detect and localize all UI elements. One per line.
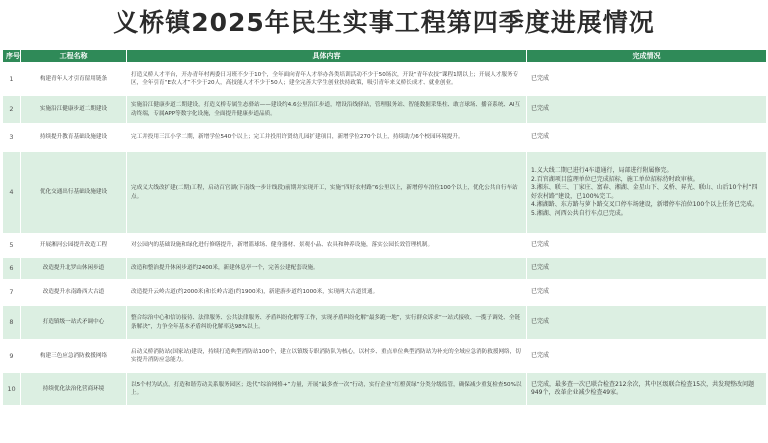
project-name: 构建青年人才引育留用链条 — [21, 63, 127, 96]
row-index: 6 — [3, 258, 21, 280]
table-row — [3, 234, 767, 258]
project-content: 对公园内的基础设施和绿化进行修缮提升，新增篮球场、健身器材、景观小品、农具和种养设施，落实公园长效管理机制。 — [127, 234, 527, 258]
header-index: 序号 — [3, 50, 21, 63]
project-content: 启动义桥消防站(国家站)建设，持续打造典型消防站100个，建立以镇级专职消防队为核心，以村乡、重点单位典型消防站为补充的全域应急消防救援网络，切实提升消防应急能力。 — [127, 340, 527, 373]
project-content: 以5个村为试点，打造和谐劳动关系服务园区；迭代“综治网格+”力量，开展“最多查一次”行动，实行企业“红橙黄绿”分类分级监管，确保减少重复检查50%以上。 — [127, 373, 527, 406]
row-index: 9 — [3, 340, 21, 373]
project-name: 持续提升教育基础设施建设 — [21, 124, 127, 152]
table-row — [3, 96, 767, 124]
table-row — [3, 152, 767, 234]
row-index: 3 — [3, 124, 21, 152]
table-body — [3, 63, 767, 406]
header-content: 具体内容 — [127, 50, 527, 63]
row-index: 5 — [3, 234, 21, 258]
page-title: 义桥镇2025年民生实事工程第四季度进展情况 — [113, 8, 655, 37]
project-status: 已完成 — [527, 306, 767, 340]
project-status: 1.义大线二期已进行4车道通行，局部进行附属修完。 2.百官湖项目监理单位已完成招标，施工单位招标待时政审核。 3.湘东、联三、丁家庄、富春、湘湖、金星山下、义桥、昇光、联山、山后10个村“四好农村路”建设，已100%完工。 4.湘湖路、东方路与萝卜路交叉口停车场建设，新增停车泊位100个以上任务已完成。 5.湘湖、河西公共自行车点已完成。 — [527, 152, 767, 234]
row-index: 7 — [3, 280, 21, 306]
project-content: 整合综治中心和信访接待、法律服务、公共法律服务、矛盾纠纷化解等工作，实现矛盾纠纷化解“最多跑一地”，实行群众诉求“一站式接收、一揽子调处、全链条解决”，力争全年基本矛盾纠纷化解率达98%以上。 — [127, 306, 527, 340]
header-status: 完成情况 — [527, 50, 767, 63]
project-name: 改造提升北罗山休闲步道 — [21, 258, 127, 280]
project-name: 开展湘河公园提升改造工程 — [21, 234, 127, 258]
project-status: 已完成 — [527, 258, 767, 280]
project-content: 完工并投用三江小学二期，新增学位540个以上；完工并投用许贤幼儿园扩建项目，新增学位270个以上，持续助力6个校园环境提升。 — [127, 124, 527, 152]
table-row — [3, 340, 767, 373]
project-status: 已完成 — [527, 234, 767, 258]
table-row — [3, 306, 767, 340]
table-row — [3, 280, 767, 306]
project-content: 打造义桥人才平台，开办青年村两委日习班不少于10个，全年面向青年人才举办各类培训活动不少于50场次，开设“青年农技”课程1期以上；开展人才服务专区，全年引育“E农人才”不少于20人，高技能人才不少于50人；建全完善大学生创业扶持政策，吸引青年来义桥长成才、就业创业。 — [127, 63, 527, 96]
table-row — [3, 124, 767, 152]
project-status: 已完成，最多查一次已联合检查212余次，其中区级联合检查15次，共发现整改问题949个，改革企业减少检查49家。 — [527, 373, 767, 406]
row-index: 10 — [3, 373, 21, 406]
row-index: 2 — [3, 96, 21, 124]
project-name: 改造提升水南路西大古道 — [21, 280, 127, 306]
table-row — [3, 63, 767, 96]
project-status: 已完成 — [527, 340, 767, 373]
project-content: 完成义大线改扩建(二期)工程，启动百官湖(下南线一步计线段)前期并实现开工，实施“四好农村路”6公里以上，新增停车泊位100个以上，优化公共自行车站点。 — [127, 152, 527, 234]
header-project-name: 工程名称 — [21, 50, 127, 63]
project-name: 优化交通出行基础设施建设 — [21, 152, 127, 234]
table-row — [3, 258, 767, 280]
project-name: 构建三色应急消防救援网络 — [21, 340, 127, 373]
row-index: 8 — [3, 306, 21, 340]
row-index: 4 — [3, 152, 21, 234]
project-status: 已完成 — [527, 124, 767, 152]
project-name: 持续优化法治化营商环境 — [21, 373, 127, 406]
progress-table — [2, 49, 767, 406]
table-row — [3, 373, 767, 406]
project-status: 已完成 — [527, 96, 767, 124]
table-header-row — [3, 50, 767, 63]
project-content: 实施沿江健康步道二期建设，打造义桥专属生态驿站——建设约4.6公里沿江步道，增设沿线驿站，管理服务站、智能数据采集柱、敢言球场、播音系统、AI互动终端，专属APP等数字化设施，全面提升健康步道品质。 — [127, 96, 527, 124]
project-content: 改造和整治提升休闲步道约2400米，新建休息亭一个，完善公建配套设施。 — [127, 258, 527, 280]
project-status: 已完成 — [527, 63, 767, 96]
project-content: 改造提升云岭古道(约2000米)和长岭古道(约1900米)，新建游步道约1000米，实现两大古道贯通。 — [127, 280, 527, 306]
project-name: 实施沿江健康步道二期建设 — [21, 96, 127, 124]
project-name: 打造镇级一站式矛调中心 — [21, 306, 127, 340]
project-status: 已完成 — [527, 280, 767, 306]
row-index: 1 — [3, 63, 21, 96]
